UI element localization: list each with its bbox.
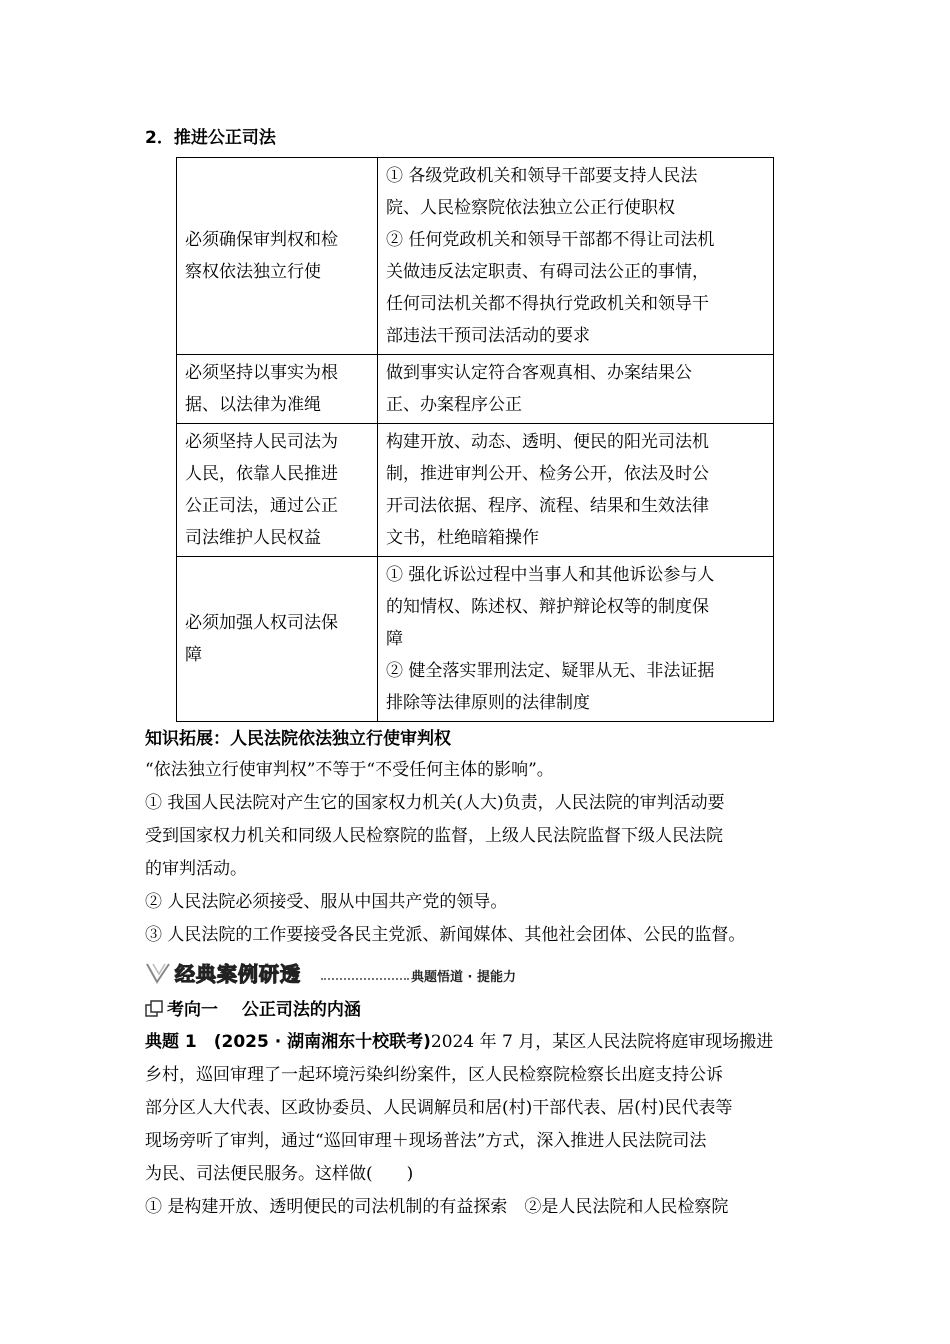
example-line: 部分区人大代表、区政协委员、人民调解员和居(村)干部代表、居(村)民代表等 — [145, 1098, 733, 1118]
banner-subtitle: 典题悟道 · 提能力 — [411, 970, 516, 985]
extension-line: ③ 人民法院的工作要接受各民主党派、新闻媒体、其他社会团体、公民的监督。 — [145, 925, 746, 945]
judicial-principles-table — [176, 157, 774, 722]
banner-chevron-icon — [145, 960, 175, 986]
principle-cell: 必须确保审判权和检 察权依法独立行使 — [177, 158, 378, 355]
principle-cell: 必须坚持以事实为根 据、以法律为准绳 — [177, 355, 378, 424]
requirement-cell: ① 各级党政机关和领导干部要支持人民法 院、人民检察院依法独立公正行使职权 ② 任何党政机关和领导干部都不得让司法机 关做违反法定职责、有碍司法公正的事情， 任何司法机关都不得执行党政机关和领导干 部违法干预司法活动的要求 — [378, 158, 774, 355]
example-source: (2025 · 湖南湘东十校联考) — [213, 1032, 431, 1052]
section-banner — [145, 954, 810, 994]
banner-title: 经典案例研透 — [175, 962, 301, 986]
example-text: 2024 年 7 月，某区人民法院将庭审现场搬进 — [430, 1032, 774, 1052]
extension-title: 知识拓展：人民法院依法独立行使审判权 — [145, 729, 451, 749]
extension-line: 受到国家权力机关和同级人民检察院的监督，上级人民法院监督下级人民法院 — [145, 826, 723, 846]
principle-cell: 必须坚持人民司法为 人民，依靠人民推进 公正司法，通过公正 司法维护人民权益 — [177, 424, 378, 557]
example-line: 现场旁听了审判，通过“巡回审理＋现场普法”方式，深入推进人民法院司法 — [145, 1131, 707, 1151]
test-direction — [145, 994, 810, 1026]
extension-line: ② 人民法院必须接受、服从中国共产党的领导。 — [145, 892, 508, 912]
requirement-cell: ① 强化诉讼过程中当事人和其他诉讼参与人 的知情权、陈述权、辩护辩论权等的制度保 障 ② 健全落实罪刑法定、疑罪从无、非法证据 排除等法律原则的法律制度 — [378, 557, 774, 722]
requirement-cell: 做到事实认定符合客观真相、办案结果公 正、办案程序公正 — [378, 355, 774, 424]
example-line: ① 是构建开放、透明便民的司法机制的有益探索 ②是人民法院和人民检察院 — [145, 1197, 729, 1217]
example-line: 乡村，巡回审理了一起环境污染纠纷案件，区人民检察院检察长出庭支持公诉 — [145, 1065, 723, 1085]
document-page — [145, 120, 810, 1224]
direction-square-icon — [145, 1000, 163, 1018]
banner-dotted-rule — [321, 978, 409, 980]
extension-line: 的审判活动。 — [145, 859, 247, 879]
section-heading: 2．推进公正司法 — [145, 128, 276, 148]
example-first-line — [145, 1026, 810, 1059]
extension-line: “依法独立行使审判权”不等于“不受任何主体的影响”。 — [145, 760, 554, 780]
table-row — [177, 424, 774, 557]
table-row — [177, 158, 774, 355]
direction-label: 考向一 — [167, 1000, 218, 1020]
principle-cell: 必须加强人权司法保 障 — [177, 557, 378, 722]
table-row — [177, 557, 774, 722]
table-row — [177, 355, 774, 424]
example-line: 为民、司法便民服务。这样做( ) — [145, 1164, 414, 1184]
extension-line: ① 我国人民法院对产生它的国家权力机关(人大)负责，人民法院的审判活动要 — [145, 793, 725, 813]
example-label: 典题 1 — [145, 1032, 197, 1052]
requirement-cell: 构建开放、动态、透明、便民的阳光司法机 制，推进审判公开、检务公开，依法及时公 开司法依据、程序、流程、结果和生效法律 文书，杜绝暗箱操作 — [378, 424, 774, 557]
direction-title: 公正司法的内涵 — [241, 1000, 361, 1020]
